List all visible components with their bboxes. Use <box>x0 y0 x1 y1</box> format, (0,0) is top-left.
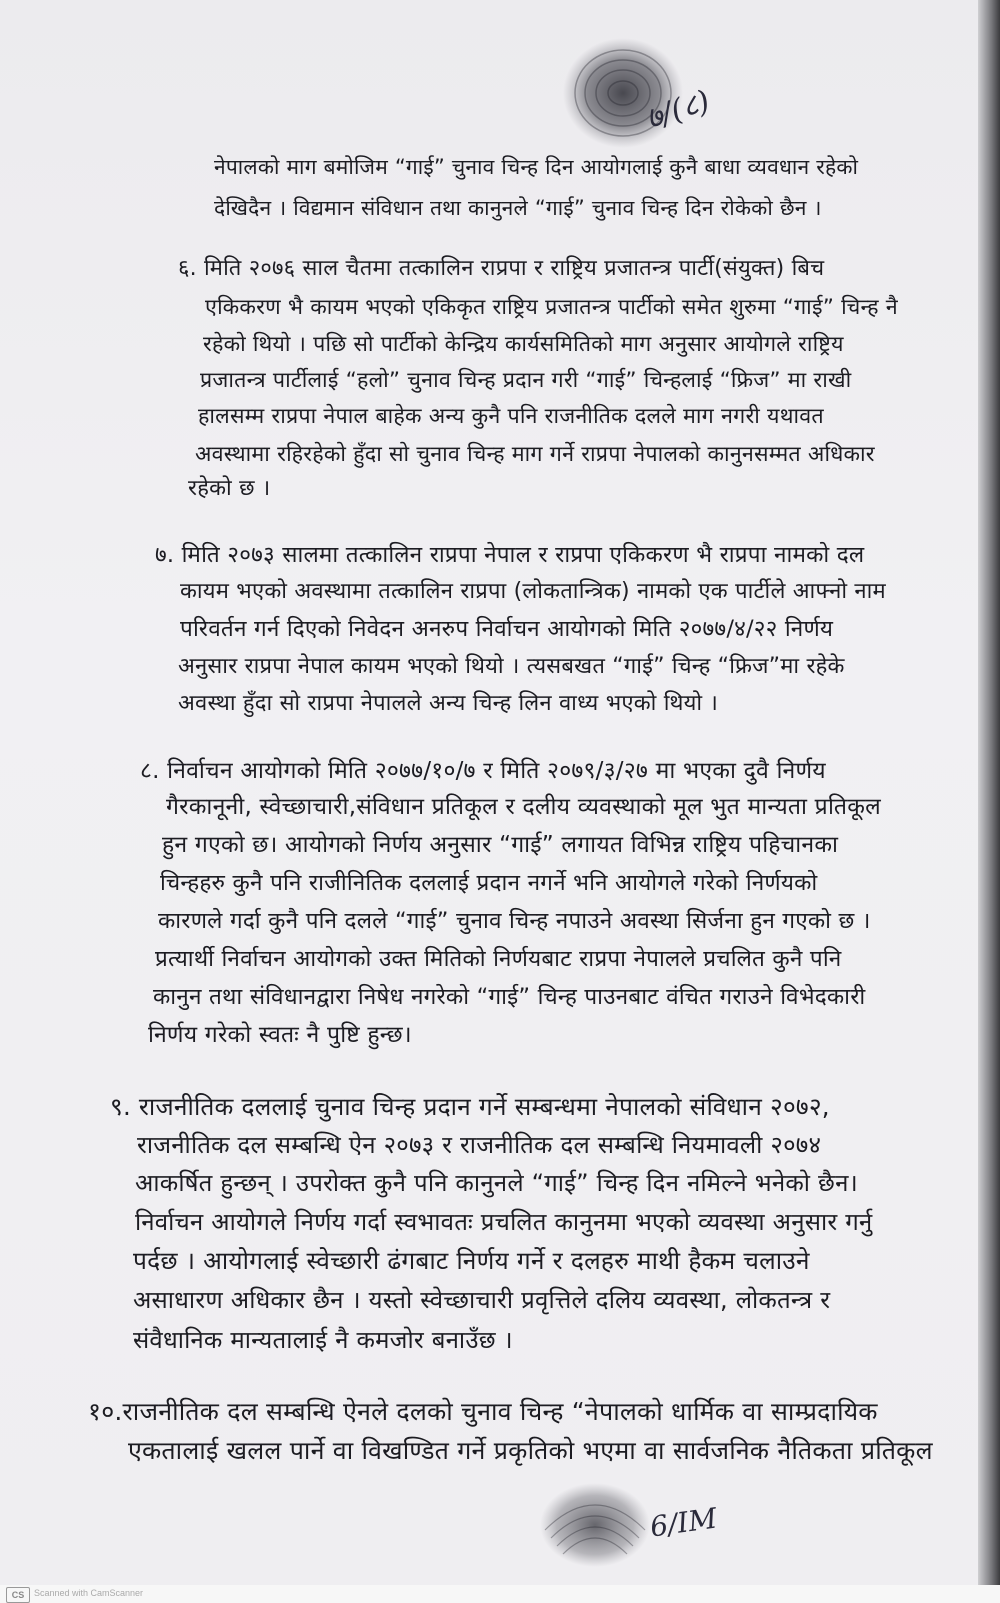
text-line: हुन गएको छ। आयोगको निर्णय अनुसार “गाई” लगायत विभिन्न राष्ट्रिय पहिचानका <box>162 832 839 858</box>
text-line: असाधारण अधिकार छैन । यस्तो स्वेच्छाचारी प्रवृत्तिले दलिय व्यवस्था, लोकतन्त्र र <box>133 1286 831 1314</box>
text-line: आकर्षित हुन्छन् । उपरोक्त कुनै पनि कानुनले “गाई” चिन्ह दिन नमिल्ने भनेको छैन। <box>135 1169 858 1197</box>
signature: 6/IM <box>648 1501 719 1544</box>
text-line: निर्वाचन आयोगले निर्णय गर्दा स्वभावतः प्रचलित कानुनमा भएको व्यवस्था अनुसार गर्नु <box>135 1208 873 1236</box>
text-line: कायम भएको अवस्थामा तत्कालिन राप्रपा (लोकतान्त्रिक) नामको एक पार्टीले आफ्नो नाम <box>180 579 886 604</box>
text-line: ६. मिति २०७६ साल चैतमा तत्कालिन राप्रपा र राष्ट्रिय प्रजातन्त्र पार्टी(संयुक्त) बिच <box>178 256 825 281</box>
text-line: नेपालको माग बमोजिम “गाई” चुनाव चिन्ह दिन आयोगलाई कुनै बाधा व्यवधान रहेको <box>214 155 859 179</box>
text-line: एकिकरण भै कायम भएको एकिकृत राष्ट्रिय प्रजातन्त्र पार्टीको समेत शुरुमा “गाई” चिन्ह नै <box>205 295 898 320</box>
text-line: प्रजातन्त्र पार्टीलाई “हलो” चुनाव चिन्ह प्रदान गरी “गाई” चिन्हलाई “फ्रिज” मा राखी <box>200 368 852 393</box>
text-line: ८. निर्वाचन आयोगको मिति २०७७/१०/७ र मिति २०७९/३/२७ मा भएका दुवै निर्णय <box>140 758 826 784</box>
text-line: अनुसार राप्रपा नेपाल कायम भएको थियो । त्यसबखत “गाई” चिन्ह “फ्रिज”मा रहेके <box>178 654 845 679</box>
text-line: एकतालाई खलल पार्ने वा विखण्डित गर्ने प्रकृतिको भएमा वा सार्वजनिक नैतिकता प्रतिकूल <box>128 1436 933 1465</box>
text-line: गैरकानूनी, स्वेच्छाचारी,संविधान प्रतिकूल र दलीय व्यवस्थाको मूल भुत मान्यता प्रतिकूल <box>166 794 881 820</box>
scan-edge <box>978 0 1000 1585</box>
text-line: निर्णय गरेको स्वतः नै पुष्टि हुन्छ। <box>148 1022 412 1048</box>
text-line: ७. मिति २०७३ सालमा तत्कालिन राप्रपा नेपाल र राप्रपा एकिकरण भै राप्रपा नामको दल <box>155 542 865 568</box>
text-line: कानुन तथा संविधानद्वारा निषेध नगरेको “गाई” चिन्ह पाउनबाट वंचित गराउने विभेदकारी <box>153 984 866 1010</box>
text-line: ९. राजनीतिक दललाई चुनाव चिन्ह प्रदान गर्ने सम्बन्धमा नेपालको संविधान २०७२, <box>110 1092 830 1121</box>
text-line: रहेको थियो । पछि सो पार्टीको केन्द्रिय कार्यसमितिको माग अनुसार आयोगले राष्ट्रिय <box>203 332 844 357</box>
text-line: हालसम्म राप्रपा नेपाल बाहेक अन्य कुनै पनि राजनीतिक दलले माग नगरी यथावत <box>198 404 824 429</box>
scanner-footer <box>0 1585 1000 1603</box>
camscanner-text: Scanned with CamScanner <box>34 1588 144 1598</box>
text-line: प्रत्यार्थी निर्वाचन आयोगको उक्त मितिको निर्णयबाट राप्रपा नेपालले प्रचलित कुनै पनि <box>155 946 842 972</box>
camscanner-logo: CS <box>6 1587 30 1603</box>
thumbprint-bottom <box>535 1470 655 1570</box>
text-line: संवैधानिक मान्यतालाई नै कमजोर बनाउँछ । <box>133 1326 513 1354</box>
text-line: परिवर्तन गर्न दिएको निवेदन अनरुप निर्वाचन आयोगको मिति २०७७/४/२२ निर्णय <box>180 616 834 642</box>
text-line: देखिदैन । विद्यमान संविधान तथा कानुनले “गाई” चुनाव चिन्ह दिन रोकेको छैन । <box>214 196 822 220</box>
text-line: रहेको छ । <box>188 476 271 501</box>
page-number-handwritten: ७/(८) <box>641 83 715 138</box>
text-line: राजनीतिक दल सम्बन्धि ऐन २०७३ र राजनीतिक दल सम्बन्धि नियमावली २०७४ <box>137 1131 822 1159</box>
text-line: चिन्हहरु कुनै पनि राजीनितिक दललाई प्रदान नगर्ने भनि आयोगले गरेको निर्णयको <box>160 870 818 896</box>
text-line: अवस्थामा रहिरहेको हुँदा सो चुनाव चिन्ह माग गर्ने राप्रपा नेपालको कानुनसम्मत अधिकार <box>195 442 875 467</box>
text-line: अवस्था हुँदा सो राप्रपा नेपालले अन्य चिन्ह लिन वाध्य भएको थियो । <box>178 691 719 716</box>
text-line: कारणले गर्दा कुनै पनि दलले “गाई” चुनाव चिन्ह नपाउने अवस्था सिर्जना हुन गएको छ । <box>158 908 871 934</box>
text-line: १०.राजनीतिक दल सम्बन्धि ऐनले दलको चुनाव चिन्ह “नेपालको धार्मिक वा साम्प्रदायिक <box>88 1397 878 1426</box>
text-line: पर्दछ । आयोगलाई स्वेच्छारी ढंगबाट निर्णय गर्ने र दलहरु माथी हैकम चलाउने <box>133 1246 810 1275</box>
